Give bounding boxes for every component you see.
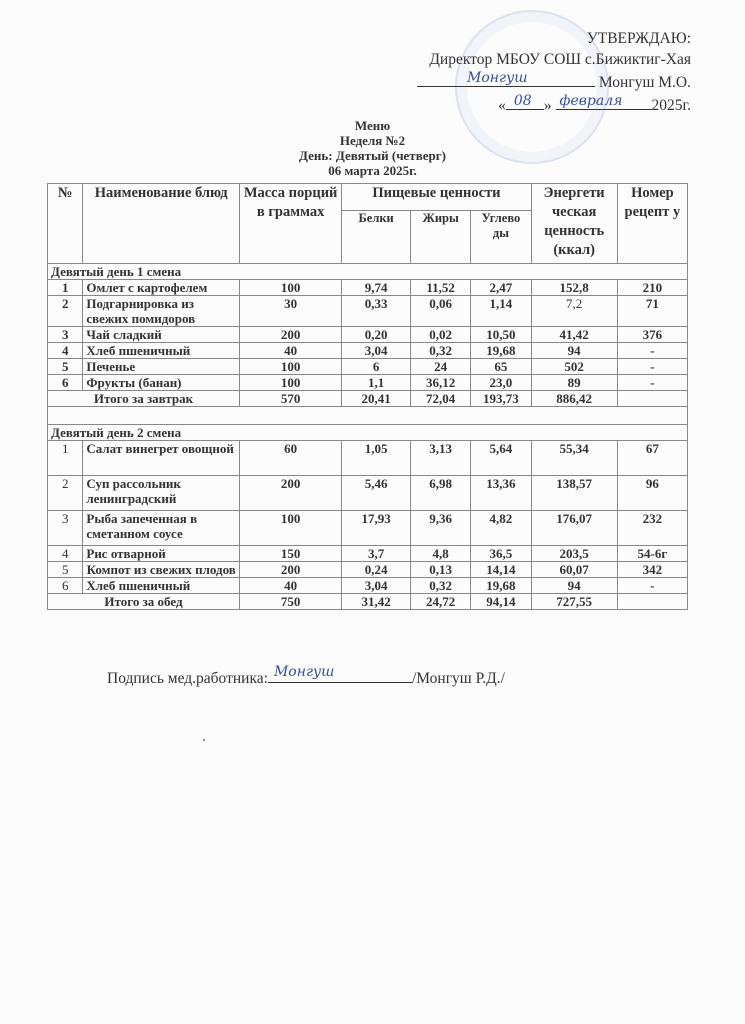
approval-date <box>417 93 691 116</box>
cell-mass: 200 <box>240 562 342 578</box>
cell-carbs: 14,14 <box>471 562 531 578</box>
cell-mass: 100 <box>240 359 342 375</box>
cell-num: 6 <box>48 578 83 594</box>
cell-mass: 30 <box>240 296 342 327</box>
menu-table <box>47 183 688 610</box>
approval-signature-line <box>417 70 691 93</box>
cell-mass: 60 <box>240 441 342 476</box>
cell-carbs: 23,0 <box>471 375 531 391</box>
cell-energy: 89 <box>531 375 617 391</box>
cell-fats: 11,52 <box>411 280 471 296</box>
cell-proteins: 3,7 <box>342 546 411 562</box>
header-mass: Масса порций в граммах <box>240 184 342 264</box>
medical-worker-name: /Монгуш Р.Д./ <box>411 670 505 687</box>
spacer-cell <box>48 407 688 425</box>
cell-energy: 502 <box>531 359 617 375</box>
header-proteins: Белки <box>342 211 411 264</box>
total-recipe <box>617 391 687 407</box>
cell-energy: 41,42 <box>531 327 617 343</box>
document-titles <box>0 118 745 178</box>
total-energy: 727,55 <box>531 594 617 610</box>
cell-carbs: 10,50 <box>471 327 531 343</box>
medical-signature-label: Подпись мед.работника: <box>107 670 268 687</box>
cell-num: 6 <box>48 375 83 391</box>
cell-mass: 100 <box>240 511 342 546</box>
cell-energy: 94 <box>531 343 617 359</box>
director-signature-field <box>417 70 595 87</box>
cell-fats: 3,13 <box>411 441 471 476</box>
cell-name: Чай сладкий <box>83 327 240 343</box>
cell-name: Компот из свежих плодов <box>83 562 240 578</box>
cell-energy: 203,5 <box>531 546 617 562</box>
table-row <box>48 578 688 594</box>
section-title: Девятый день 1 смена <box>48 264 688 280</box>
cell-recipe: 210 <box>617 280 687 296</box>
cell-proteins: 3,04 <box>342 343 411 359</box>
cell-energy: 60,07 <box>531 562 617 578</box>
total-row <box>48 594 688 610</box>
cell-num: 3 <box>48 511 83 546</box>
medical-signature-field <box>268 666 412 683</box>
cell-recipe: 67 <box>617 441 687 476</box>
medical-signature-block <box>107 666 505 688</box>
cell-recipe: 96 <box>617 476 687 511</box>
cell-proteins: 0,20 <box>342 327 411 343</box>
header-num: № <box>48 184 83 264</box>
spacer-row <box>48 407 688 425</box>
cell-carbs: 1,14 <box>471 296 531 327</box>
date-day: 08 <box>513 93 532 109</box>
cell-fats: 0,02 <box>411 327 471 343</box>
cell-carbs: 65 <box>471 359 531 375</box>
header-carbs: Углево ды <box>471 211 531 264</box>
table-header-row <box>48 184 688 211</box>
cell-name: Суп рассольник ленинградский <box>83 476 240 511</box>
total-carbs: 193,73 <box>471 391 531 407</box>
cell-energy: 94 <box>531 578 617 594</box>
cell-proteins: 1,05 <box>342 441 411 476</box>
cell-num: 3 <box>48 327 83 343</box>
cell-carbs: 13,36 <box>471 476 531 511</box>
cell-name: Подгарнировка из свежих помидоров <box>83 296 240 327</box>
cell-mass: 100 <box>240 375 342 391</box>
director-signature: Монгуш <box>467 70 528 86</box>
cell-name: Салат винегрет овощной <box>83 441 240 476</box>
cell-recipe: 376 <box>617 327 687 343</box>
section-title-row <box>48 264 688 280</box>
cell-recipe: 232 <box>617 511 687 546</box>
table-row <box>48 343 688 359</box>
cell-proteins: 9,74 <box>342 280 411 296</box>
cell-recipe: - <box>617 375 687 391</box>
cell-fats: 24 <box>411 359 471 375</box>
cell-fats: 0,32 <box>411 343 471 359</box>
cell-fats: 9,36 <box>411 511 471 546</box>
table-row <box>48 280 688 296</box>
medical-signature: Монгуш <box>273 664 335 680</box>
total-proteins: 20,41 <box>342 391 411 407</box>
cell-energy: 7,2 <box>531 296 617 327</box>
cell-num: 4 <box>48 343 83 359</box>
cell-proteins: 5,46 <box>342 476 411 511</box>
week-title: Неделя №2 <box>339 133 406 148</box>
cell-name: Фрукты (банан) <box>83 375 240 391</box>
table-row <box>48 511 688 546</box>
cell-name: Печенье <box>83 359 240 375</box>
header-name: Наименование блюд <box>83 184 240 264</box>
total-label: Итого за завтрак <box>48 391 240 407</box>
cell-proteins: 0,24 <box>342 562 411 578</box>
cell-proteins: 17,93 <box>342 511 411 546</box>
table-row <box>48 562 688 578</box>
total-label: Итого за обед <box>48 594 240 610</box>
cell-carbs: 36,5 <box>471 546 531 562</box>
table-row <box>48 476 688 511</box>
total-mass: 750 <box>240 594 342 610</box>
cell-proteins: 6 <box>342 359 411 375</box>
cell-carbs: 5,64 <box>471 441 531 476</box>
cell-num: 2 <box>48 476 83 511</box>
cell-recipe: - <box>617 578 687 594</box>
cell-proteins: 3,04 <box>342 578 411 594</box>
cell-mass: 40 <box>240 578 342 594</box>
cell-name: Хлеб пшеничный <box>83 578 240 594</box>
header-nutrition: Пищевые ценности <box>342 184 531 211</box>
cell-fats: 36,12 <box>411 375 471 391</box>
total-row <box>48 391 688 407</box>
cell-name: Рыба запеченная в сметанном соусе <box>83 511 240 546</box>
total-mass: 570 <box>240 391 342 407</box>
cell-energy: 138,57 <box>531 476 617 511</box>
approval-position: Директор МБОУ СОШ с.Бижиктиг-Хая <box>429 51 691 68</box>
scan-speck <box>203 739 205 741</box>
day-title: День: Девятый (четверг) <box>299 148 446 163</box>
cell-recipe: 342 <box>617 562 687 578</box>
total-proteins: 31,42 <box>342 594 411 610</box>
date-day-field <box>506 93 544 110</box>
total-fats: 24,72 <box>411 594 471 610</box>
date-open-quote: « <box>498 97 506 114</box>
cell-num: 1 <box>48 441 83 476</box>
cell-recipe: - <box>617 343 687 359</box>
date-year: 2025г. <box>651 97 691 114</box>
cell-num: 4 <box>48 546 83 562</box>
cell-fats: 6,98 <box>411 476 471 511</box>
cell-fats: 4,8 <box>411 546 471 562</box>
cell-recipe: - <box>617 359 687 375</box>
table-row <box>48 359 688 375</box>
total-recipe <box>617 594 687 610</box>
cell-recipe: 54-6г <box>617 546 687 562</box>
total-carbs: 94,14 <box>471 594 531 610</box>
cell-carbs: 2,47 <box>471 280 531 296</box>
cell-energy: 152,8 <box>531 280 617 296</box>
cell-name: Хлеб пшеничный <box>83 343 240 359</box>
cell-num: 1 <box>48 280 83 296</box>
date-month: февраля <box>559 93 623 109</box>
date-close-quote: » <box>543 97 552 114</box>
cell-name: Омлет с картофелем <box>83 280 240 296</box>
total-energy: 886,42 <box>531 391 617 407</box>
director-name: Монгуш М.О. <box>598 74 691 91</box>
approval-block <box>417 28 691 116</box>
cell-name: Рис отварной <box>83 546 240 562</box>
cell-energy: 55,34 <box>531 441 617 476</box>
total-fats: 72,04 <box>411 391 471 407</box>
table-row <box>48 296 688 327</box>
cell-mass: 200 <box>240 476 342 511</box>
cell-recipe: 71 <box>617 296 687 327</box>
cell-num: 5 <box>48 562 83 578</box>
header-energy: Энергети ческая ценность (ккал) <box>531 184 617 264</box>
cell-mass: 150 <box>240 546 342 562</box>
cell-carbs: 4,82 <box>471 511 531 546</box>
cell-fats: 0,13 <box>411 562 471 578</box>
cell-proteins: 1,1 <box>342 375 411 391</box>
section-title-row <box>48 425 688 441</box>
cell-mass: 200 <box>240 327 342 343</box>
table-row <box>48 441 688 476</box>
cell-mass: 100 <box>240 280 342 296</box>
cell-carbs: 19,68 <box>471 343 531 359</box>
menu-title: Меню <box>354 118 391 133</box>
cell-energy: 176,07 <box>531 511 617 546</box>
date-title: 06 марта 2025г. <box>328 163 417 178</box>
approval-heading: УТВЕРЖДАЮ: <box>586 30 691 47</box>
cell-fats: 0,06 <box>411 296 471 327</box>
header-recipe: Номер рецепт у <box>617 184 687 264</box>
table-row <box>48 327 688 343</box>
date-month-field <box>556 93 652 110</box>
cell-fats: 0,32 <box>411 578 471 594</box>
section-title: Девятый день 2 смена <box>48 425 688 441</box>
cell-num: 2 <box>48 296 83 327</box>
header-fats: Жиры <box>411 211 471 264</box>
cell-mass: 40 <box>240 343 342 359</box>
table-row <box>48 375 688 391</box>
cell-proteins: 0,33 <box>342 296 411 327</box>
table-row <box>48 546 688 562</box>
cell-num: 5 <box>48 359 83 375</box>
cell-carbs: 19,68 <box>471 578 531 594</box>
